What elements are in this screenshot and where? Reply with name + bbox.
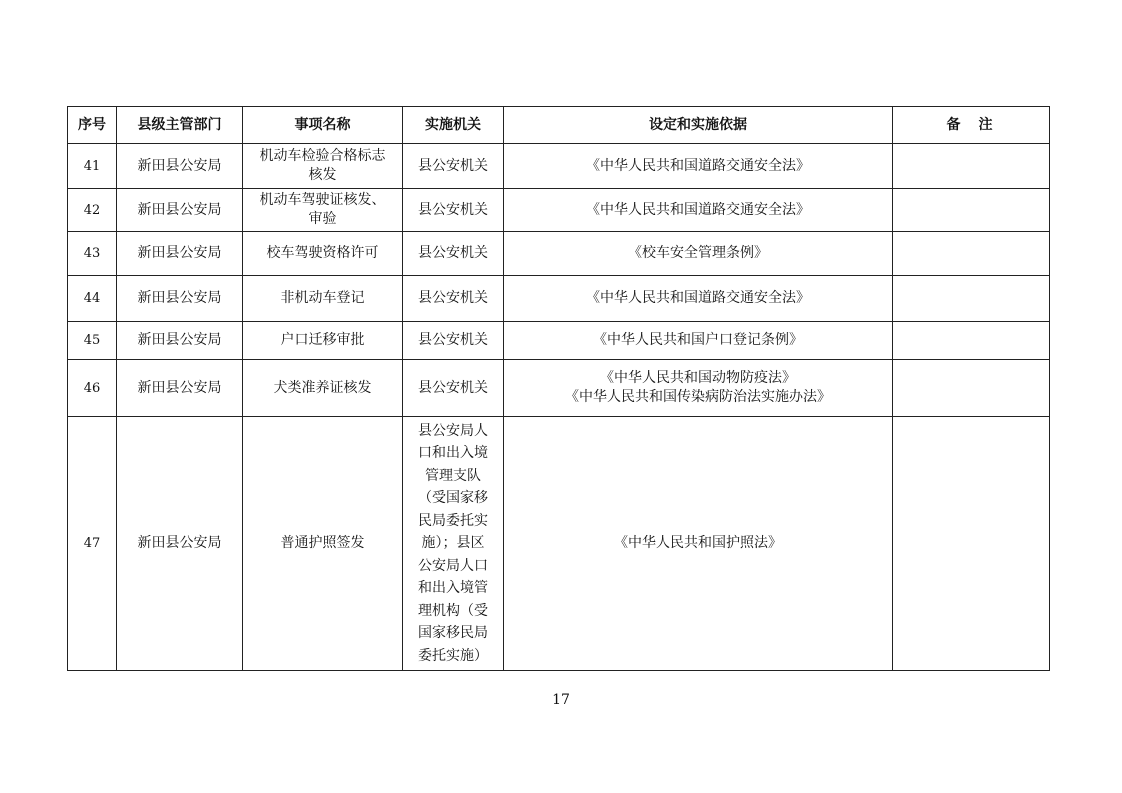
cell-basis: 《中华人民共和国护照法》 xyxy=(504,417,893,671)
table-row xyxy=(68,232,1050,276)
cell-dept: 新田县公安局 xyxy=(117,322,243,360)
table-row xyxy=(68,360,1050,417)
table-row xyxy=(68,144,1050,189)
cell-item: 非机动车登记 xyxy=(243,276,403,322)
cell-remark xyxy=(893,144,1050,189)
cell-seq: 44 xyxy=(68,276,117,322)
cell-basis: 《中华人民共和国道路交通安全法》 xyxy=(504,276,893,322)
cell-item: 普通护照签发 xyxy=(243,417,403,671)
cell-seq: 47 xyxy=(68,417,117,671)
cell-dept: 新田县公安局 xyxy=(117,276,243,322)
cell-remark xyxy=(893,276,1050,322)
cell-dept: 新田县公安局 xyxy=(117,144,243,189)
table-header-row xyxy=(68,107,1050,144)
cell-remark xyxy=(893,360,1050,417)
header-seq: 序号 xyxy=(68,107,117,144)
cell-basis: 《中华人民共和国动物防疫法》 《中华人民共和国传染病防治法实施办法》 xyxy=(504,360,893,417)
cell-agency: 县公安机关 xyxy=(403,322,504,360)
cell-item: 户口迁移审批 xyxy=(243,322,403,360)
header-item: 事项名称 xyxy=(243,107,403,144)
header-basis: 设定和实施依据 xyxy=(504,107,893,144)
cell-remark xyxy=(893,189,1050,232)
page-number: 17 xyxy=(552,692,570,708)
cell-seq: 41 xyxy=(68,144,117,189)
cell-item: 犬类准养证核发 xyxy=(243,360,403,417)
cell-item: 机动车驾驶证核发、 审验 xyxy=(243,189,403,232)
table-row xyxy=(68,322,1050,360)
cell-dept: 新田县公安局 xyxy=(117,232,243,276)
cell-agency: 县公安机关 xyxy=(403,189,504,232)
cell-agency: 县公安机关 xyxy=(403,232,504,276)
cell-agency: 县公安机关 xyxy=(403,276,504,322)
cell-seq: 43 xyxy=(68,232,117,276)
cell-basis: 《中华人民共和国道路交通安全法》 xyxy=(504,189,893,232)
cell-agency: 县公安机关 xyxy=(403,144,504,189)
cell-basis: 《校车安全管理条例》 xyxy=(504,232,893,276)
cell-dept: 新田县公安局 xyxy=(117,360,243,417)
table-row xyxy=(68,417,1050,671)
header-dept: 县级主管部门 xyxy=(117,107,243,144)
cell-seq: 45 xyxy=(68,322,117,360)
cell-seq: 42 xyxy=(68,189,117,232)
cell-item: 机动车检验合格标志 核发 xyxy=(243,144,403,189)
cell-agency: 县公安机关 xyxy=(403,360,504,417)
table-row xyxy=(68,276,1050,322)
cell-agency: 县公安局人 口和出入境 管理支队 （受国家移 民局委托实 施）；县区 公安局人口 和出入境管 理机构（受 国家移民局 委托实施） xyxy=(403,417,504,671)
cell-dept: 新田县公安局 xyxy=(117,417,243,671)
header-remark: 备注 xyxy=(893,107,1050,144)
cell-item: 校车驾驶资格许可 xyxy=(243,232,403,276)
cell-remark xyxy=(893,417,1050,671)
header-agency: 实施机关 xyxy=(403,107,504,144)
services-table xyxy=(67,106,1050,671)
cell-dept: 新田县公安局 xyxy=(117,189,243,232)
cell-seq: 46 xyxy=(68,360,117,417)
cell-remark xyxy=(893,232,1050,276)
cell-basis: 《中华人民共和国户口登记条例》 xyxy=(504,322,893,360)
cell-remark xyxy=(893,322,1050,360)
table-row xyxy=(68,189,1050,232)
cell-basis: 《中华人民共和国道路交通安全法》 xyxy=(504,144,893,189)
